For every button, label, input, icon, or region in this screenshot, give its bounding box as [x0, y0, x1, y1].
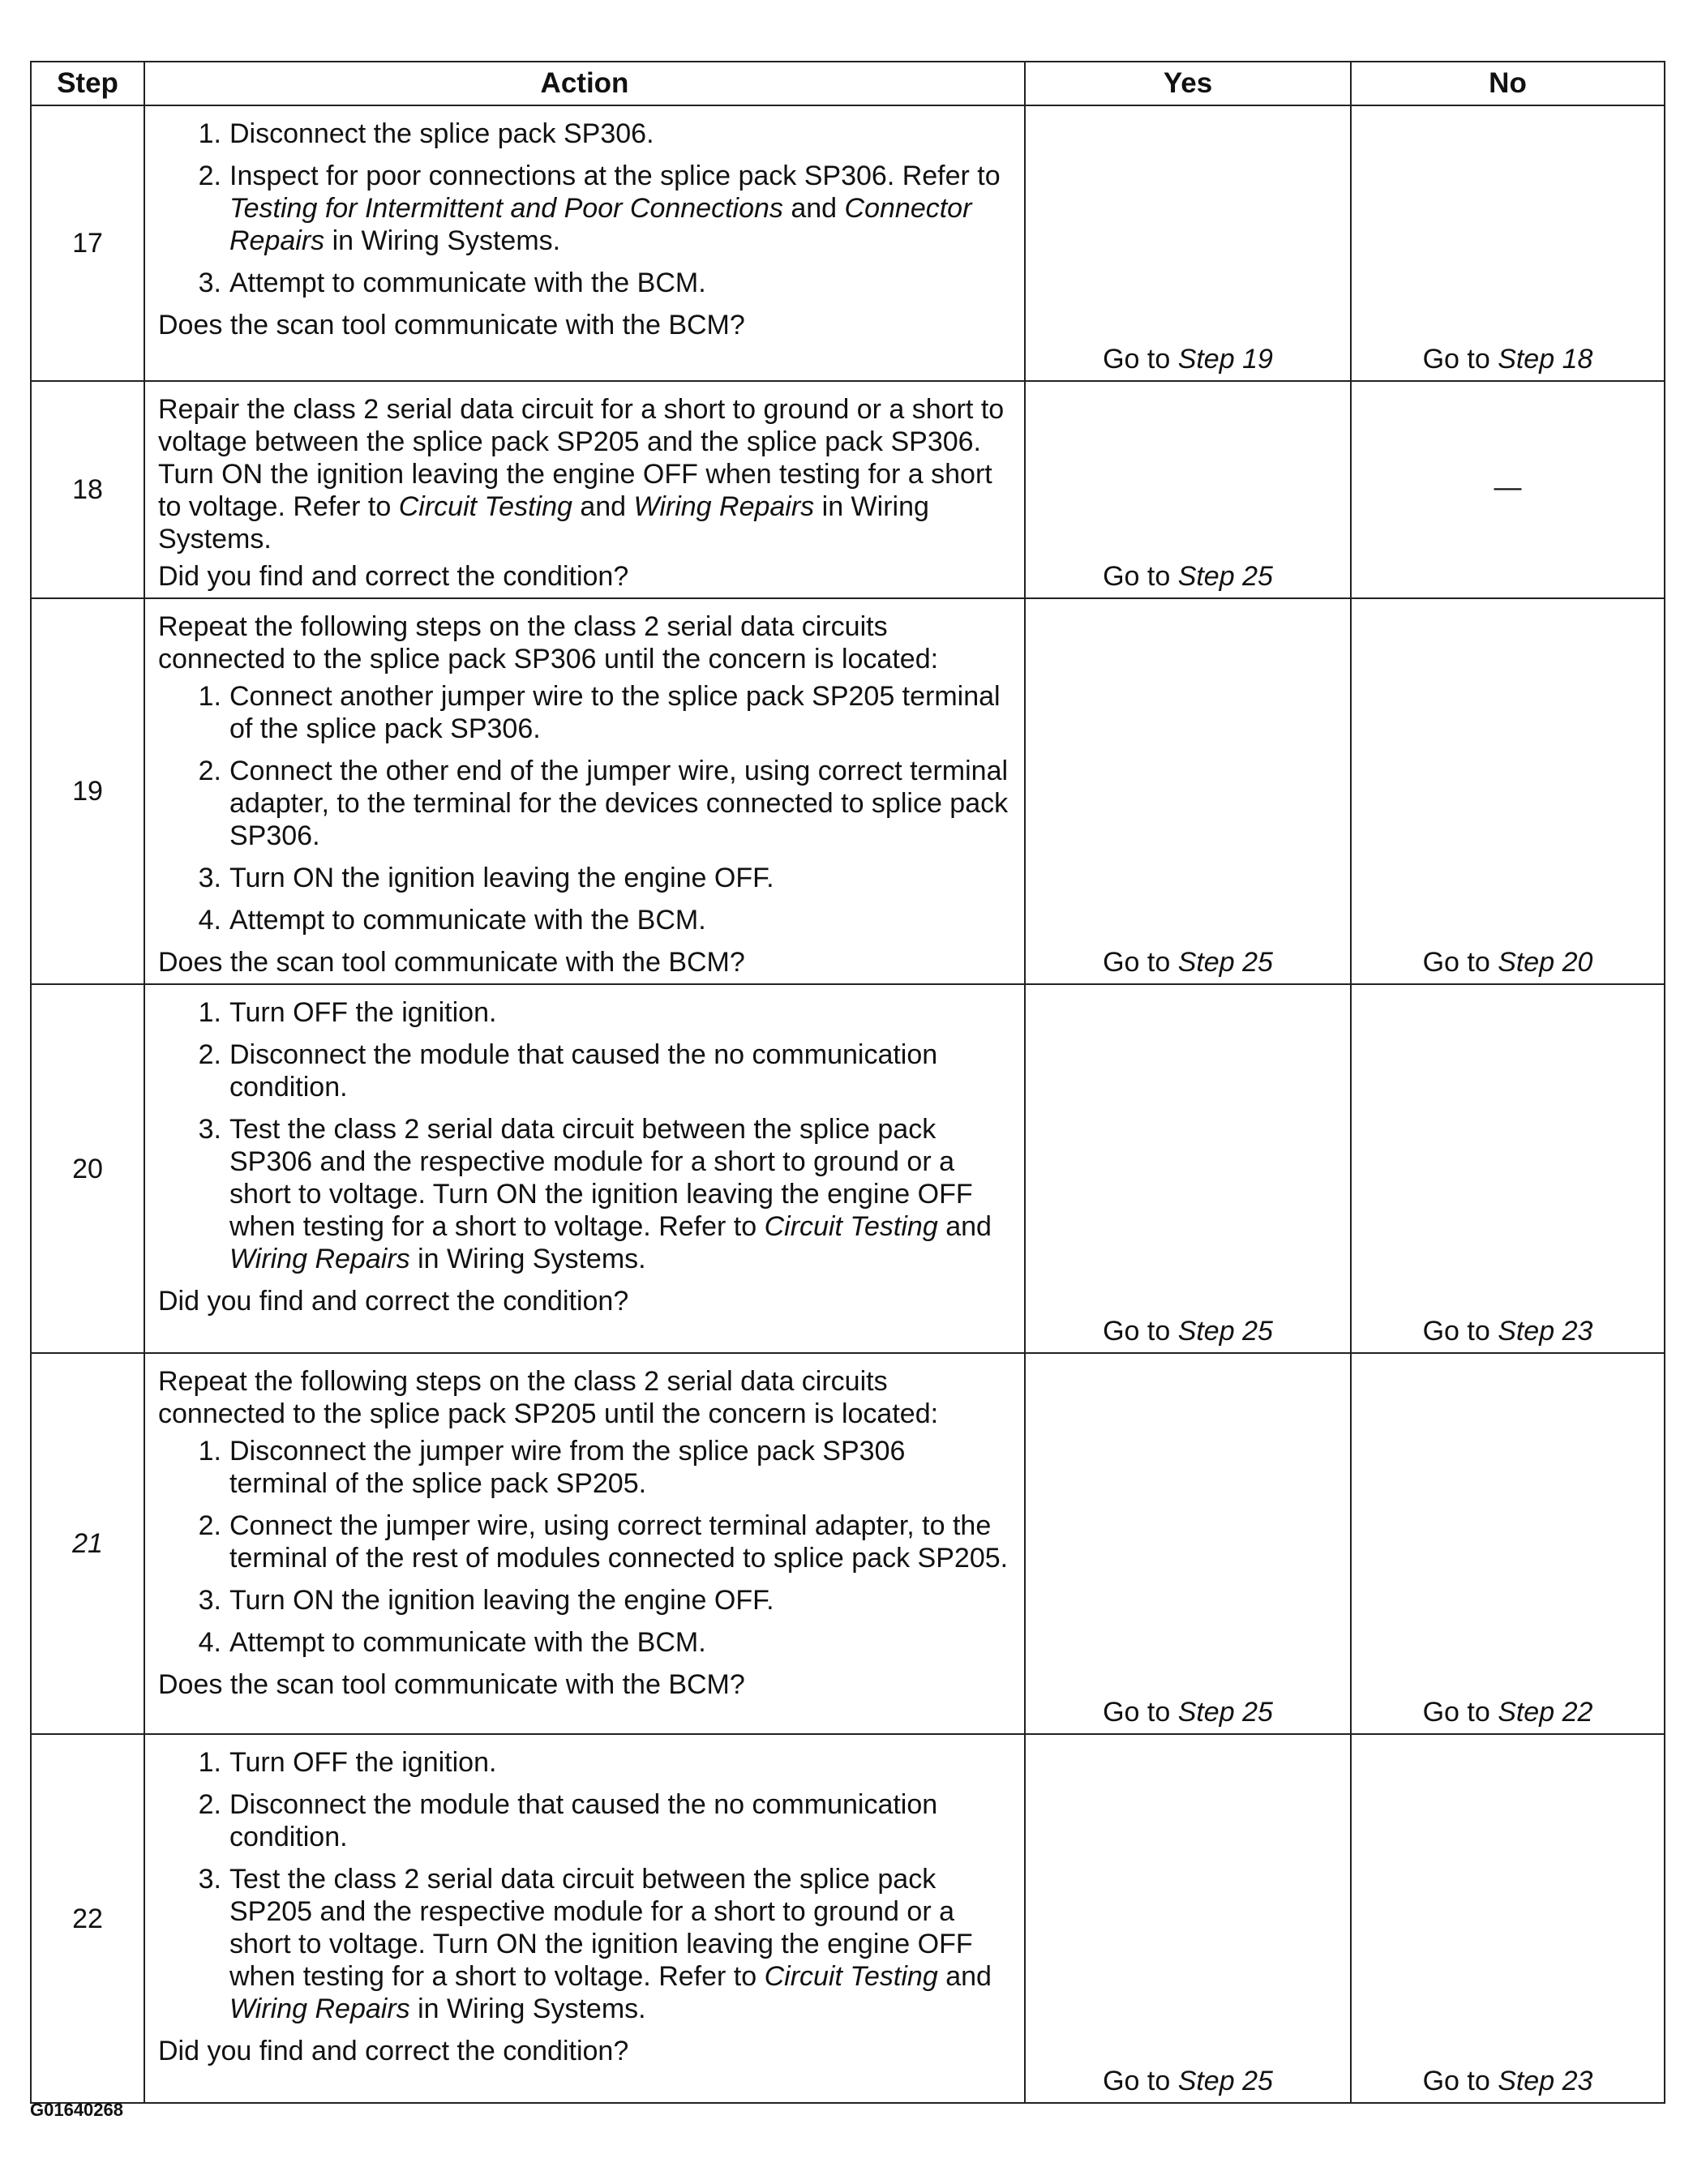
no-target-step: —	[1494, 472, 1522, 503]
yes-prefix: Go to	[1103, 1316, 1178, 1347]
text-run: Turn OFF the ignition.	[229, 997, 497, 1028]
action-question: Did you find and correct the condition?	[158, 2036, 629, 2066]
list-item-number: 2.	[198, 756, 221, 786]
list-item-number: 1.	[198, 1436, 221, 1467]
text-run: Turn OFF the ignition.	[229, 1747, 497, 1778]
list-item-text	[229, 1584, 1009, 1617]
list-item-number: 1.	[198, 681, 221, 712]
no-target-step: Step 20	[1498, 947, 1593, 978]
action-intro	[158, 610, 1009, 675]
action-steps	[158, 1746, 1009, 2025]
list-item	[158, 755, 1009, 852]
action-steps	[158, 680, 1009, 936]
diagnostic-table-page	[30, 61, 1664, 2104]
list-item-text	[229, 1788, 1009, 1853]
no-target-step: Step 23	[1498, 1316, 1593, 1347]
action-question: Did you find and correct the condition?	[158, 561, 629, 592]
list-item-number: 1.	[198, 1747, 221, 1778]
header-no: No	[1351, 62, 1665, 105]
reference-title: Wiring Repairs	[229, 1244, 410, 1274]
reference-title: Wiring Repairs	[229, 1993, 410, 2024]
yes-result	[1025, 1353, 1351, 1734]
no-result	[1351, 984, 1665, 1353]
yes-result	[1025, 598, 1351, 984]
list-item-number: 2.	[198, 1039, 221, 1070]
action-steps	[158, 996, 1009, 1275]
list-item-text	[229, 1435, 1009, 1500]
text-run: Connect another jumper wire to the splice pack SP205 terminal of the splice pack SP306.	[229, 681, 1001, 744]
table-row	[31, 381, 1665, 598]
step-number: 17	[31, 105, 144, 381]
list-item-text	[229, 1626, 1009, 1659]
list-item	[158, 118, 1009, 150]
text-run: Repeat the following steps on the class 2 serial data circuits connected to the splice pack SP306 until the concern is located:	[158, 611, 939, 674]
no-result	[1351, 1734, 1665, 2103]
action-cell	[144, 598, 1025, 984]
text-run: and	[572, 491, 634, 522]
no-result	[1351, 381, 1665, 598]
action-intro	[158, 1365, 1009, 1430]
action-steps	[158, 1435, 1009, 1659]
table-row	[31, 984, 1665, 1353]
text-run: Test the class 2 serial data circuit between the splice pack SP306 and the respective module for a short to ground or a short to voltage. Turn ON the ignition leaving the engine OFF when testing for a short to voltage. Refer to	[229, 1114, 973, 1242]
no-prefix: Go to	[1422, 2066, 1498, 2096]
step-number: 18	[31, 381, 144, 598]
table-row	[31, 1734, 1665, 2103]
action-question: Did you find and correct the condition?	[158, 1286, 629, 1317]
text-run: Disconnect the splice pack SP306.	[229, 118, 654, 149]
text-run: in Wiring Systems.	[158, 491, 929, 555]
action-cell	[144, 381, 1025, 598]
text-run: in Wiring Systems.	[324, 225, 561, 256]
reference-title: Connector Repairs	[229, 193, 972, 256]
text-run: Attempt to communicate with the BCM.	[229, 268, 706, 298]
list-item	[158, 1113, 1009, 1275]
table-row	[31, 1353, 1665, 1734]
reference-title: Wiring Repairs	[633, 491, 815, 522]
list-item-number: 4.	[198, 905, 221, 936]
yes-target-step: Step 25	[1177, 1697, 1273, 1728]
list-item-text	[229, 1746, 1009, 1779]
list-item	[158, 1038, 1009, 1103]
list-item-number: 3.	[198, 1864, 221, 1895]
step-number: 21	[31, 1353, 144, 1734]
reference-title: Testing for Intermittent and Poor Connections	[229, 193, 783, 224]
list-item-number: 3.	[198, 268, 221, 298]
yes-result	[1025, 984, 1351, 1353]
list-item	[158, 160, 1009, 257]
list-item	[158, 267, 1009, 299]
yes-prefix: Go to	[1103, 2066, 1178, 2096]
yes-prefix: Go to	[1103, 344, 1178, 375]
text-run: Test the class 2 serial data circuit between the splice pack SP205 and the respective module for a short to ground or a short to voltage. Turn ON the ignition leaving the engine OFF when testing for a short to voltage. Refer to	[229, 1864, 973, 1992]
table-row	[31, 105, 1665, 381]
text-run: Attempt to communicate with the BCM.	[229, 1627, 706, 1658]
action-cell	[144, 984, 1025, 1353]
yes-target-step: Step 19	[1177, 344, 1273, 375]
text-run: and	[937, 1961, 992, 1992]
no-result	[1351, 1353, 1665, 1734]
list-item-text	[229, 1510, 1009, 1574]
list-item-number: 3.	[198, 1585, 221, 1616]
list-item-number: 3.	[198, 863, 221, 893]
yes-target-step: Step 25	[1177, 561, 1273, 592]
header-action: Action	[144, 62, 1025, 105]
list-item-text	[229, 996, 1009, 1029]
text-run: Repair the class 2 serial data circuit for a short to ground or a short to voltage between the splice pack SP205 and the splice pack SP306. Turn ON the ignition leaving the engine OFF when testing for a short to voltage. Refer to	[158, 394, 1005, 522]
table-row	[31, 598, 1665, 984]
yes-result	[1025, 105, 1351, 381]
step-number: 19	[31, 598, 144, 984]
list-item-text	[229, 1113, 1009, 1275]
list-item-text	[229, 1863, 1009, 2025]
yes-prefix: Go to	[1103, 947, 1178, 978]
text-run: in Wiring Systems.	[409, 1993, 646, 2024]
no-target-step: Step 18	[1498, 344, 1593, 375]
no-result	[1351, 598, 1665, 984]
list-item-number: 2.	[198, 1510, 221, 1541]
list-item	[158, 1863, 1009, 2025]
no-prefix: Go to	[1422, 947, 1498, 978]
list-item-text	[229, 118, 1009, 150]
yes-target-step: Step 25	[1177, 1316, 1273, 1347]
list-item-text	[229, 755, 1009, 852]
list-item-number: 1.	[198, 118, 221, 149]
list-item-number: 3.	[198, 1114, 221, 1145]
list-item	[158, 904, 1009, 936]
list-item	[158, 680, 1009, 745]
text-run: and	[782, 193, 845, 224]
diagnostic-table	[30, 61, 1665, 2104]
list-item	[158, 862, 1009, 894]
list-item-number: 2.	[198, 1789, 221, 1820]
text-run: Disconnect the module that caused the no communication condition.	[229, 1039, 938, 1103]
text-run: Attempt to communicate with the BCM.	[229, 905, 706, 936]
list-item-number: 1.	[198, 997, 221, 1028]
header-step: Step	[31, 62, 144, 105]
table-header-row	[31, 62, 1665, 105]
text-run: Disconnect the module that caused the no communication condition.	[229, 1789, 938, 1852]
action-question: Does the scan tool communicate with the BCM?	[158, 310, 745, 340]
no-target-step: Step 22	[1498, 1697, 1593, 1728]
list-item-text	[229, 862, 1009, 894]
action-cell	[144, 1734, 1025, 2103]
text-run: Connect the other end of the jumper wire, using correct terminal adapter, to the terminal for the devices connected to splice pack SP306.	[229, 756, 1009, 851]
action-cell	[144, 1353, 1025, 1734]
list-item-text	[229, 680, 1009, 745]
action-question: Does the scan tool communicate with the BCM?	[158, 947, 745, 978]
yes-prefix: Go to	[1103, 561, 1178, 592]
action-steps	[158, 118, 1009, 299]
text-run: Connect the jumper wire, using correct terminal adapter, to the terminal of the rest of modules connected to splice pack SP205.	[229, 1510, 1009, 1574]
text-run: Disconnect the jumper wire from the splice pack SP306 terminal of the splice pack SP205.	[229, 1436, 906, 1499]
step-number: 22	[31, 1734, 144, 2103]
list-item-number: 4.	[198, 1627, 221, 1658]
yes-target-step: Step 25	[1177, 947, 1273, 978]
text-run: Turn ON the ignition leaving the engine OFF.	[229, 1585, 774, 1616]
list-item	[158, 996, 1009, 1029]
list-item	[158, 1788, 1009, 1853]
yes-prefix: Go to	[1103, 1697, 1178, 1728]
list-item	[158, 1435, 1009, 1500]
list-item-text	[229, 160, 1009, 257]
list-item	[158, 1746, 1009, 1779]
header-yes: Yes	[1025, 62, 1351, 105]
text-run: Repeat the following steps on the class 2 serial data circuits connected to the splice pack SP205 until the concern is located:	[158, 1366, 939, 1429]
text-run: Inspect for poor connections at the splice pack SP306. Refer to	[229, 161, 1001, 191]
list-item-text	[229, 267, 1009, 299]
reference-title: Circuit Testing	[764, 1961, 938, 1992]
list-item-number: 2.	[198, 161, 221, 191]
reference-title: Circuit Testing	[764, 1211, 938, 1242]
text-run: and	[937, 1211, 992, 1242]
step-number: 20	[31, 984, 144, 1353]
figure-code: G01640268	[30, 2100, 123, 2120]
yes-target-step: Step 25	[1177, 2066, 1273, 2096]
yes-result	[1025, 1734, 1351, 2103]
no-result	[1351, 105, 1665, 381]
action-cell	[144, 105, 1025, 381]
list-item	[158, 1584, 1009, 1617]
list-item-text	[229, 904, 1009, 936]
reference-title: Circuit Testing	[398, 491, 572, 522]
list-item	[158, 1626, 1009, 1659]
text-run: in Wiring Systems.	[409, 1244, 646, 1274]
list-item-text	[229, 1038, 1009, 1103]
list-item	[158, 1510, 1009, 1574]
no-prefix: Go to	[1422, 1697, 1498, 1728]
yes-result	[1025, 381, 1351, 598]
table-body	[31, 105, 1665, 2103]
action-intro	[158, 393, 1009, 555]
no-prefix: Go to	[1422, 1316, 1498, 1347]
no-prefix: Go to	[1422, 344, 1498, 375]
text-run: Turn ON the ignition leaving the engine OFF.	[229, 863, 774, 893]
no-target-step: Step 23	[1498, 2066, 1593, 2096]
action-question: Does the scan tool communicate with the BCM?	[158, 1669, 745, 1700]
